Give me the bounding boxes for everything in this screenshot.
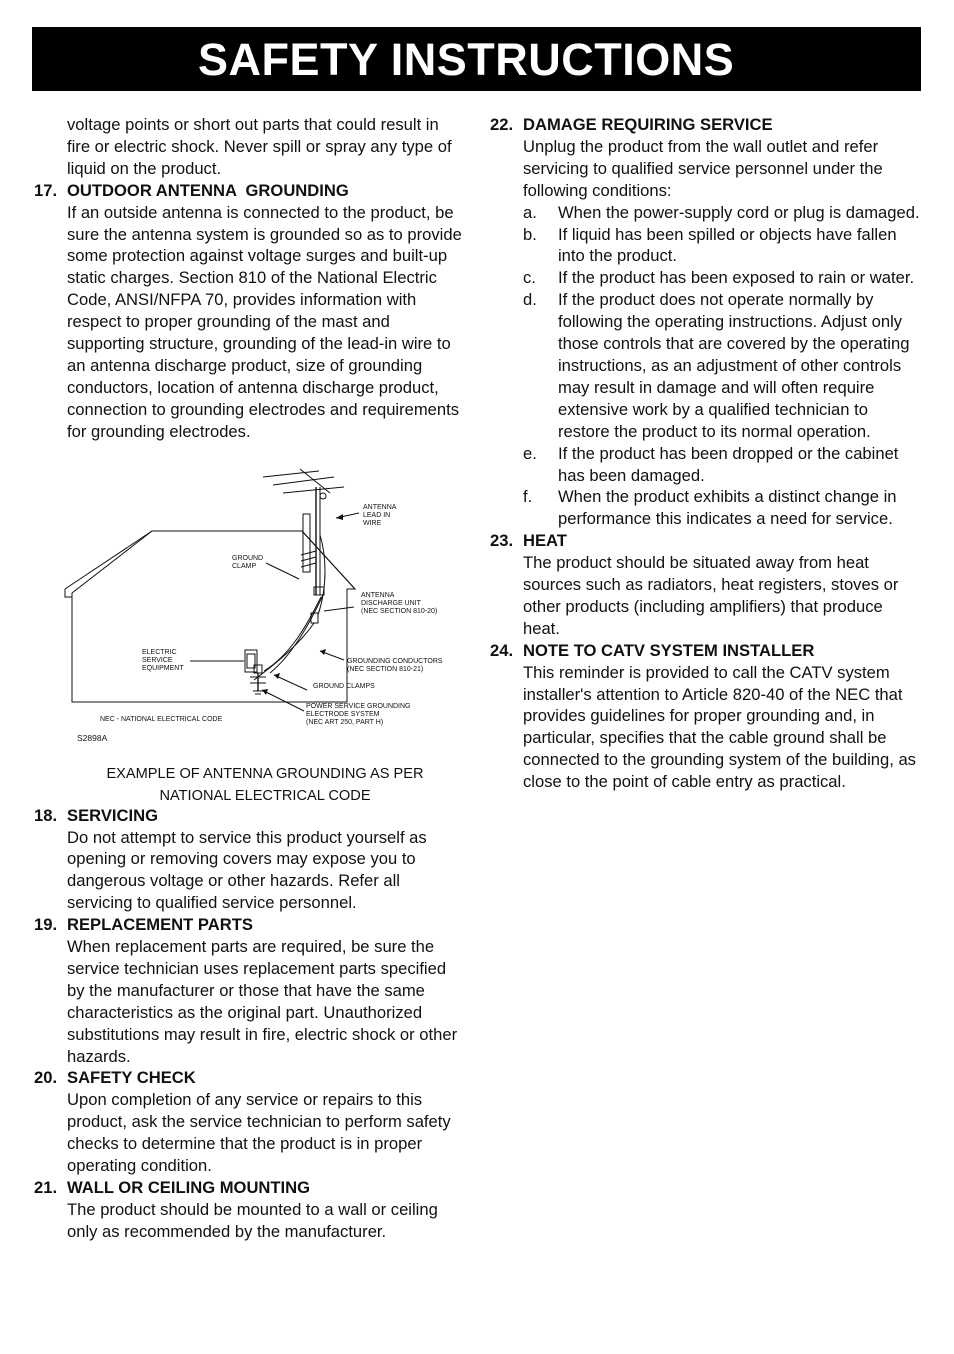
section-heading	[490, 640, 922, 662]
label-electric-service-3: EQUIPMENT	[142, 664, 184, 672]
label-discharge-unit-3: (NEC SECTION 810-20)	[361, 607, 438, 615]
section-title: NOTE TO CATV SYSTEM INSTALLER	[523, 640, 815, 660]
list-item	[523, 202, 922, 224]
section-20	[34, 1067, 466, 1177]
page-title: SAFETY INSTRUCTIONS	[198, 33, 735, 85]
section-19	[34, 914, 466, 1067]
list-item	[523, 267, 922, 289]
list-item-text: If the product has been dropped or the cabinet has been damaged.	[558, 443, 899, 485]
label-power-service-2: ELECTRODE SYSTEM	[306, 710, 380, 718]
label-power-service: POWER SERVICE GROUNDING	[306, 702, 411, 710]
list-item-label: e.	[523, 443, 537, 463]
section-body: Upon completion of any service or repairs to this product, ask the service technician to perform safety checks to determine that the product is in proper operating condition.	[67, 1090, 451, 1176]
section-number: 23.	[490, 531, 514, 551]
section-22	[490, 114, 922, 530]
list-item-text: If the product has been exposed to rain or water.	[558, 268, 915, 288]
list-item-text: If liquid has been spilled or objects have fallen into the product.	[558, 224, 897, 266]
section-17	[34, 180, 466, 443]
label-power-service-3: (NEC ART 250, PART H)	[306, 718, 384, 726]
list-item-text: When the product exhibits a distinct change in performance this indicates a need for service.	[558, 487, 897, 529]
left-column	[34, 114, 466, 1243]
section-heading	[34, 914, 466, 936]
right-column	[490, 114, 922, 793]
section-body: Unplug the product from the wall outlet and refer servicing to qualified service personnel under the following conditions:	[523, 136, 883, 200]
section-heading	[490, 114, 922, 136]
section-heading	[490, 530, 922, 552]
section-title: SERVICING	[67, 805, 158, 825]
label-ground-clamps: GROUND CLAMPS	[313, 682, 375, 690]
list-item-label: d.	[523, 290, 537, 310]
section-heading	[34, 1067, 466, 1089]
figure-caption-line2: NATIONAL ELECTRICAL CODE	[159, 788, 371, 805]
title-banner	[32, 27, 921, 91]
section-number: 21.	[34, 1178, 58, 1197]
label-discharge-unit: ANTENNA	[361, 591, 395, 599]
antenna-grounding-figure	[34, 465, 466, 805]
section-title: OUTDOOR ANTENNA GROUNDING	[67, 180, 349, 200]
label-grounding-conductors: GROUNDING CONDUCTORS	[347, 657, 443, 665]
label-electric-service: ELECTRIC	[142, 648, 177, 656]
list-item-label: b.	[523, 224, 537, 244]
section-24	[490, 640, 922, 793]
list-item-text: If the product does not operate normally by following the operating instructions. Adjust only those controls that are covered by the operating instructions, as an adjustment of other controls may result in damage and will often require extensive work by a qualified technician to restore the product to its normal operation.	[558, 290, 910, 441]
label-ground-clamp: GROUND	[232, 554, 264, 562]
figure-code: S2898A	[77, 732, 108, 743]
section-title: HEAT	[523, 531, 567, 551]
section-body: When replacement parts are required, be sure the service technician uses replacement parts specified by the manufacturer or those that have the same characteristics as the original part. Unauthorized substitutions may result in fire, electric shock or other hazards.	[67, 937, 458, 1066]
list-item	[523, 289, 922, 442]
label-electric-service-2: SERVICE	[142, 656, 173, 664]
section-23	[490, 530, 922, 640]
label-grounding-conductors-2: (NEC SECTION 810-21)	[347, 665, 424, 673]
list-item-label: a.	[523, 202, 537, 222]
section-heading	[34, 1177, 466, 1199]
section-number: 20.	[34, 1068, 58, 1088]
label-discharge-unit-2: DISCHARGE UNIT	[361, 599, 421, 607]
section-body: If an outside antenna is connected to the product, be sure the antenna system is grounded so as to provide some protection against voltage surges and built-up static charges. Section 810 of the National Electric Code, ANSI/NFPA 70, provides information with respect to proper grounding of the mast and supporting structure, grounding of the lead-in wire to an antenna discharge product, size of grounding conductors, location of antenna discharge product, connection to grounding electrodes and requirements for grounding electrodes.	[67, 202, 462, 441]
label-nec: NEC - NATIONAL ELECTRICAL CODE	[100, 715, 223, 723]
section-number: 22.	[490, 115, 514, 134]
section-body: The product should be situated away from heat sources such as radiators, heat registers, stoves or other products (including amplifiers) that produce heat.	[523, 553, 899, 638]
section-body: This reminder is provided to call the CATV system installer's attention to Article 820-40 of the NEC that provides guidelines for proper grounding and, in particular, specifies that the cable ground shall be connected to the grounding system of the building, as close to the point of cable entry as practical.	[523, 662, 916, 792]
section-18	[34, 805, 466, 915]
list-item-label: c.	[523, 268, 536, 288]
section-number: 19.	[34, 915, 58, 935]
section-number: 17.	[34, 180, 58, 200]
label-antenna-lead-in: ANTENNA	[363, 503, 397, 511]
list-item-text: When the power-supply cord or plug is damaged.	[558, 202, 920, 222]
list-item-label: f.	[523, 487, 533, 507]
section-title: DAMAGE REQUIRING SERVICE	[523, 115, 773, 134]
label-antenna-lead-in-2: LEAD IN	[363, 511, 391, 519]
section-title: SAFETY CHECK	[67, 1068, 196, 1088]
section-21	[34, 1177, 466, 1243]
list-item	[523, 224, 922, 268]
section-number: 18.	[34, 805, 58, 825]
section-body: The product should be mounted to a wall or ceiling only as recommended by the manufacturer.	[67, 1199, 438, 1241]
antenna-grounding-diagram	[34, 465, 466, 805]
list-item	[523, 443, 922, 487]
section-heading	[34, 180, 466, 202]
continuation-text: voltage points or short out parts that could result in fire or electric shock. Never spill or spray any type of liquid on the product.	[67, 115, 452, 178]
section-title: WALL OR CEILING MOUNTING	[67, 1178, 311, 1197]
section-body: Do not attempt to service this product yourself as opening or removing covers may expose you to dangerous voltage or other hazards. Refer all servicing to qualified service personnel.	[67, 827, 427, 913]
section-number: 24.	[490, 640, 514, 660]
section-title: REPLACEMENT PARTS	[67, 915, 253, 935]
list-item	[523, 486, 922, 530]
label-antenna-lead-in-3: WIRE	[363, 519, 382, 527]
label-ground-clamp-2: CLAMP	[232, 562, 257, 570]
figure-caption-line1: EXAMPLE OF ANTENNA GROUNDING AS PER	[106, 765, 424, 782]
